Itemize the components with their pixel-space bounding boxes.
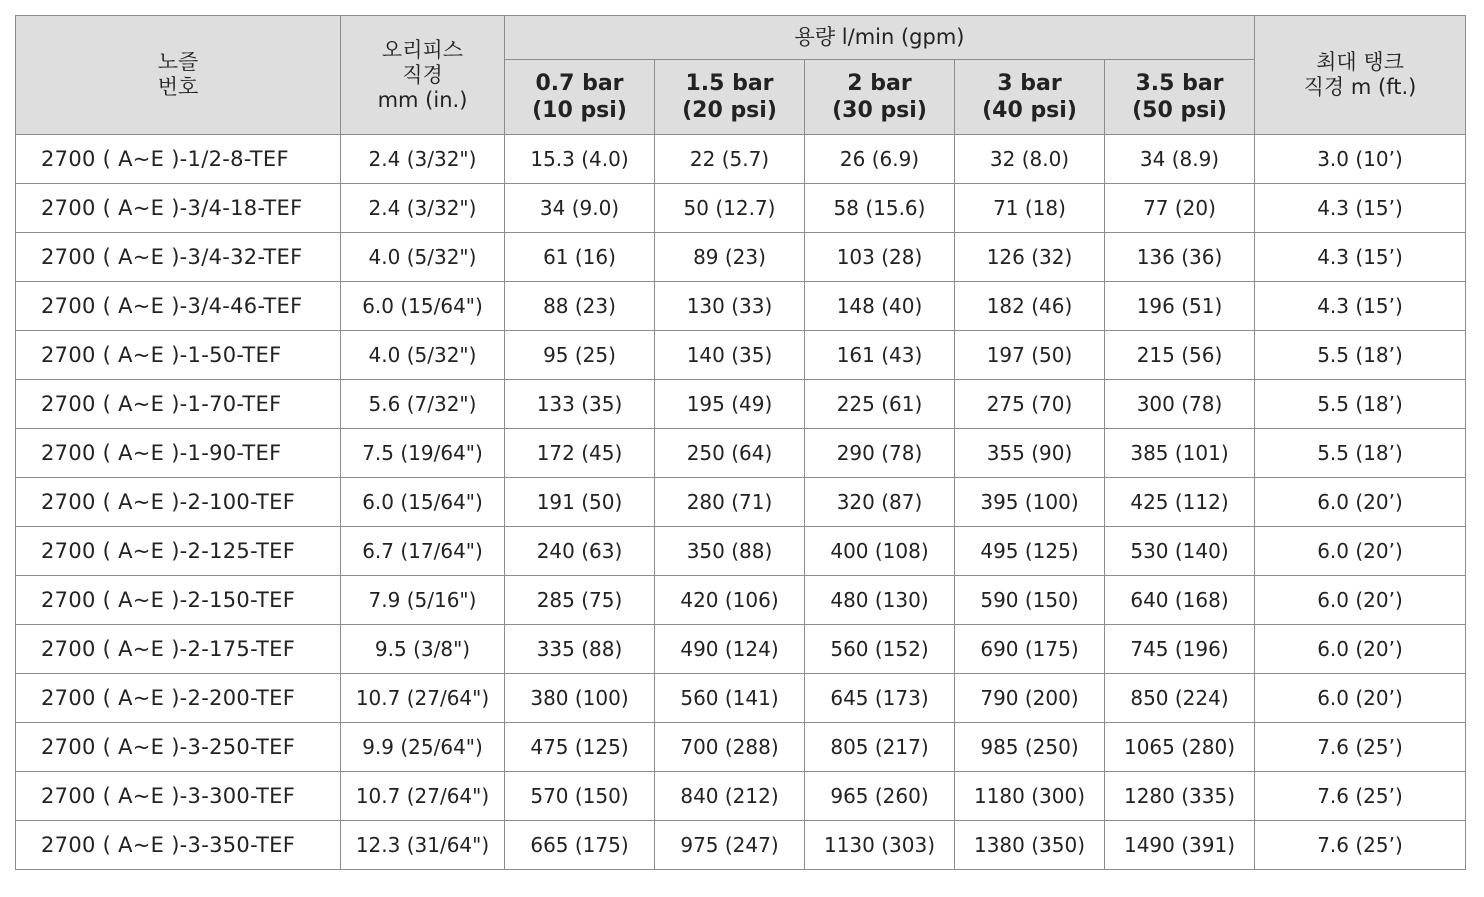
capacity-cell-4: 196 (51)	[1105, 282, 1255, 331]
capacity-cell-0: 172 (45)	[505, 429, 655, 478]
table-row	[16, 527, 1466, 576]
orifice-diameter-cell: 6.7 (17/64")	[341, 527, 505, 576]
capacity-cell-1: 22 (5.7)	[655, 135, 805, 184]
header-pressure-bar: 2 bar	[847, 71, 912, 96]
header-pressure-bar: 3.5 bar	[1135, 71, 1224, 96]
table-row	[16, 625, 1466, 674]
orifice-diameter-cell: 2.4 (3/32")	[341, 135, 505, 184]
table-row	[16, 135, 1466, 184]
nozzle-number-cell: 2700 ( A~E )-2-150-TEF	[16, 576, 341, 625]
capacity-cell-3: 197 (50)	[955, 331, 1105, 380]
capacity-cell-1: 350 (88)	[655, 527, 805, 576]
orifice-diameter-cell: 5.6 (7/32")	[341, 380, 505, 429]
header-pressure-bar: 1.5 bar	[685, 71, 774, 96]
header-max-tank-line1: 최대 탱크	[1316, 50, 1404, 74]
capacity-cell-2: 161 (43)	[805, 331, 955, 380]
max-tank-diameter-cell: 6.0 (20’)	[1255, 674, 1466, 723]
orifice-diameter-cell: 6.0 (15/64")	[341, 478, 505, 527]
nozzle-number-cell: 2700 ( A~E )-3-300-TEF	[16, 772, 341, 821]
capacity-cell-1: 250 (64)	[655, 429, 805, 478]
capacity-cell-1: 700 (288)	[655, 723, 805, 772]
capacity-cell-0: 34 (9.0)	[505, 184, 655, 233]
max-tank-diameter-cell: 4.3 (15’)	[1255, 184, 1466, 233]
capacity-cell-2: 1130 (303)	[805, 821, 955, 870]
capacity-cell-0: 95 (25)	[505, 331, 655, 380]
capacity-cell-3: 32 (8.0)	[955, 135, 1105, 184]
capacity-cell-2: 805 (217)	[805, 723, 955, 772]
capacity-cell-0: 475 (125)	[505, 723, 655, 772]
nozzle-spec-table	[15, 15, 1466, 870]
capacity-cell-1: 560 (141)	[655, 674, 805, 723]
capacity-cell-3: 690 (175)	[955, 625, 1105, 674]
nozzle-number-cell: 2700 ( A~E )-1-90-TEF	[16, 429, 341, 478]
orifice-diameter-cell: 6.0 (15/64")	[341, 282, 505, 331]
capacity-cell-3: 790 (200)	[955, 674, 1105, 723]
table-row	[16, 723, 1466, 772]
max-tank-diameter-cell: 6.0 (20’)	[1255, 527, 1466, 576]
capacity-cell-3: 985 (250)	[955, 723, 1105, 772]
capacity-cell-1: 280 (71)	[655, 478, 805, 527]
capacity-cell-2: 965 (260)	[805, 772, 955, 821]
header-nozzle-number-line1: 노즐	[157, 50, 199, 74]
nozzle-number-cell: 2700 ( A~E )-1-50-TEF	[16, 331, 341, 380]
capacity-cell-3: 395 (100)	[955, 478, 1105, 527]
table-body	[16, 135, 1466, 870]
header-orifice-line3: mm (in.)	[377, 87, 468, 112]
table-row	[16, 380, 1466, 429]
nozzle-number-cell: 2700 ( A~E )-2-125-TEF	[16, 527, 341, 576]
nozzle-number-cell: 2700 ( A~E )-3-350-TEF	[16, 821, 341, 870]
orifice-diameter-cell: 10.7 (27/64")	[341, 772, 505, 821]
max-tank-diameter-cell: 5.5 (18’)	[1255, 429, 1466, 478]
capacity-cell-0: 285 (75)	[505, 576, 655, 625]
nozzle-number-cell: 2700 ( A~E )-2-100-TEF	[16, 478, 341, 527]
orifice-diameter-cell: 12.3 (31/64")	[341, 821, 505, 870]
max-tank-diameter-cell: 5.5 (18’)	[1255, 331, 1466, 380]
orifice-diameter-cell: 7.9 (5/16")	[341, 576, 505, 625]
capacity-cell-4: 1490 (391)	[1105, 821, 1255, 870]
orifice-diameter-cell: 9.5 (3/8")	[341, 625, 505, 674]
header-pressure-0	[505, 60, 655, 135]
capacity-cell-1: 89 (23)	[655, 233, 805, 282]
capacity-cell-4: 530 (140)	[1105, 527, 1255, 576]
max-tank-diameter-cell: 5.5 (18’)	[1255, 380, 1466, 429]
max-tank-diameter-cell: 7.6 (25’)	[1255, 723, 1466, 772]
nozzle-number-cell: 2700 ( A~E )-2-175-TEF	[16, 625, 341, 674]
orifice-diameter-cell: 4.0 (5/32")	[341, 233, 505, 282]
capacity-cell-1: 420 (106)	[655, 576, 805, 625]
capacity-cell-0: 570 (150)	[505, 772, 655, 821]
orifice-diameter-cell: 2.4 (3/32")	[341, 184, 505, 233]
header-pressure-2	[805, 60, 955, 135]
table-header	[16, 16, 1466, 135]
max-tank-diameter-cell: 6.0 (20’)	[1255, 625, 1466, 674]
capacity-cell-2: 26 (6.9)	[805, 135, 955, 184]
capacity-cell-4: 745 (196)	[1105, 625, 1255, 674]
table-row	[16, 576, 1466, 625]
max-tank-diameter-cell: 6.0 (20’)	[1255, 478, 1466, 527]
capacity-cell-3: 71 (18)	[955, 184, 1105, 233]
capacity-cell-1: 140 (35)	[655, 331, 805, 380]
header-pressure-psi: (10 psi)	[532, 98, 627, 123]
capacity-cell-4: 1065 (280)	[1105, 723, 1255, 772]
header-pressure-psi: (20 psi)	[682, 98, 777, 123]
nozzle-number-cell: 2700 ( A~E )-1-70-TEF	[16, 380, 341, 429]
header-max-tank-line2: 직경 m (ft.)	[1303, 75, 1417, 99]
capacity-cell-1: 195 (49)	[655, 380, 805, 429]
capacity-cell-2: 58 (15.6)	[805, 184, 955, 233]
header-pressure-bar: 3 bar	[997, 71, 1062, 96]
max-tank-diameter-cell: 6.0 (20’)	[1255, 576, 1466, 625]
nozzle-number-cell: 2700 ( A~E )-3/4-32-TEF	[16, 233, 341, 282]
capacity-cell-4: 300 (78)	[1105, 380, 1255, 429]
max-tank-diameter-cell: 4.3 (15’)	[1255, 233, 1466, 282]
table-row	[16, 331, 1466, 380]
nozzle-number-cell: 2700 ( A~E )-3-250-TEF	[16, 723, 341, 772]
nozzle-number-cell: 2700 ( A~E )-3/4-46-TEF	[16, 282, 341, 331]
orifice-diameter-cell: 4.0 (5/32")	[341, 331, 505, 380]
capacity-cell-2: 320 (87)	[805, 478, 955, 527]
capacity-cell-1: 130 (33)	[655, 282, 805, 331]
capacity-cell-3: 275 (70)	[955, 380, 1105, 429]
capacity-cell-3: 590 (150)	[955, 576, 1105, 625]
capacity-cell-1: 490 (124)	[655, 625, 805, 674]
max-tank-diameter-cell: 7.6 (25’)	[1255, 821, 1466, 870]
capacity-cell-3: 182 (46)	[955, 282, 1105, 331]
capacity-cell-4: 34 (8.9)	[1105, 135, 1255, 184]
header-pressure-psi: (40 psi)	[982, 98, 1077, 123]
capacity-cell-3: 495 (125)	[955, 527, 1105, 576]
table-row	[16, 233, 1466, 282]
capacity-cell-1: 840 (212)	[655, 772, 805, 821]
orifice-diameter-cell: 9.9 (25/64")	[341, 723, 505, 772]
capacity-cell-2: 225 (61)	[805, 380, 955, 429]
max-tank-diameter-cell: 4.3 (15’)	[1255, 282, 1466, 331]
capacity-cell-0: 335 (88)	[505, 625, 655, 674]
capacity-cell-0: 665 (175)	[505, 821, 655, 870]
capacity-cell-3: 355 (90)	[955, 429, 1105, 478]
capacity-cell-2: 480 (130)	[805, 576, 955, 625]
header-orifice-diameter	[341, 16, 505, 135]
capacity-cell-4: 850 (224)	[1105, 674, 1255, 723]
capacity-cell-0: 240 (63)	[505, 527, 655, 576]
capacity-cell-0: 61 (16)	[505, 233, 655, 282]
nozzle-number-cell: 2700 ( A~E )-2-200-TEF	[16, 674, 341, 723]
capacity-cell-4: 215 (56)	[1105, 331, 1255, 380]
capacity-cell-4: 640 (168)	[1105, 576, 1255, 625]
capacity-cell-0: 191 (50)	[505, 478, 655, 527]
header-pressure-bar: 0.7 bar	[535, 71, 624, 96]
header-nozzle-number	[16, 16, 341, 135]
max-tank-diameter-cell: 3.0 (10’)	[1255, 135, 1466, 184]
header-pressure-psi: (30 psi)	[832, 98, 927, 123]
capacity-cell-2: 645 (173)	[805, 674, 955, 723]
orifice-diameter-cell: 7.5 (19/64")	[341, 429, 505, 478]
capacity-cell-4: 425 (112)	[1105, 478, 1255, 527]
capacity-cell-4: 385 (101)	[1105, 429, 1255, 478]
capacity-cell-2: 560 (152)	[805, 625, 955, 674]
capacity-cell-0: 15.3 (4.0)	[505, 135, 655, 184]
capacity-cell-0: 133 (35)	[505, 380, 655, 429]
header-pressure-4	[1105, 60, 1255, 135]
header-pressure-3	[955, 60, 1105, 135]
capacity-cell-4: 136 (36)	[1105, 233, 1255, 282]
header-nozzle-number-line2: 번호	[157, 75, 199, 99]
capacity-cell-3: 126 (32)	[955, 233, 1105, 282]
table-row	[16, 184, 1466, 233]
header-pressure-psi: (50 psi)	[1132, 98, 1227, 123]
capacity-cell-2: 290 (78)	[805, 429, 955, 478]
max-tank-diameter-cell: 7.6 (25’)	[1255, 772, 1466, 821]
table-row	[16, 478, 1466, 527]
capacity-cell-0: 88 (23)	[505, 282, 655, 331]
header-max-tank-diameter	[1255, 16, 1466, 135]
capacity-cell-3: 1180 (300)	[955, 772, 1105, 821]
capacity-cell-1: 975 (247)	[655, 821, 805, 870]
capacity-cell-3: 1380 (350)	[955, 821, 1105, 870]
header-orifice-line2: 직경	[402, 62, 443, 87]
capacity-cell-1: 50 (12.7)	[655, 184, 805, 233]
header-pressure-1	[655, 60, 805, 135]
nozzle-number-cell: 2700 ( A~E )-1/2-8-TEF	[16, 135, 341, 184]
nozzle-number-cell: 2700 ( A~E )-3/4-18-TEF	[16, 184, 341, 233]
capacity-cell-2: 103 (28)	[805, 233, 955, 282]
header-capacity: 용량 l/min (gpm)	[505, 16, 1255, 60]
table-row	[16, 429, 1466, 478]
capacity-cell-2: 148 (40)	[805, 282, 955, 331]
header-orifice-line1: 오리피스	[381, 37, 464, 62]
table-row	[16, 821, 1466, 870]
orifice-diameter-cell: 10.7 (27/64")	[341, 674, 505, 723]
table-row	[16, 282, 1466, 331]
capacity-cell-4: 1280 (335)	[1105, 772, 1255, 821]
table-row	[16, 772, 1466, 821]
capacity-cell-2: 400 (108)	[805, 527, 955, 576]
capacity-cell-0: 380 (100)	[505, 674, 655, 723]
table-row	[16, 674, 1466, 723]
capacity-cell-4: 77 (20)	[1105, 184, 1255, 233]
